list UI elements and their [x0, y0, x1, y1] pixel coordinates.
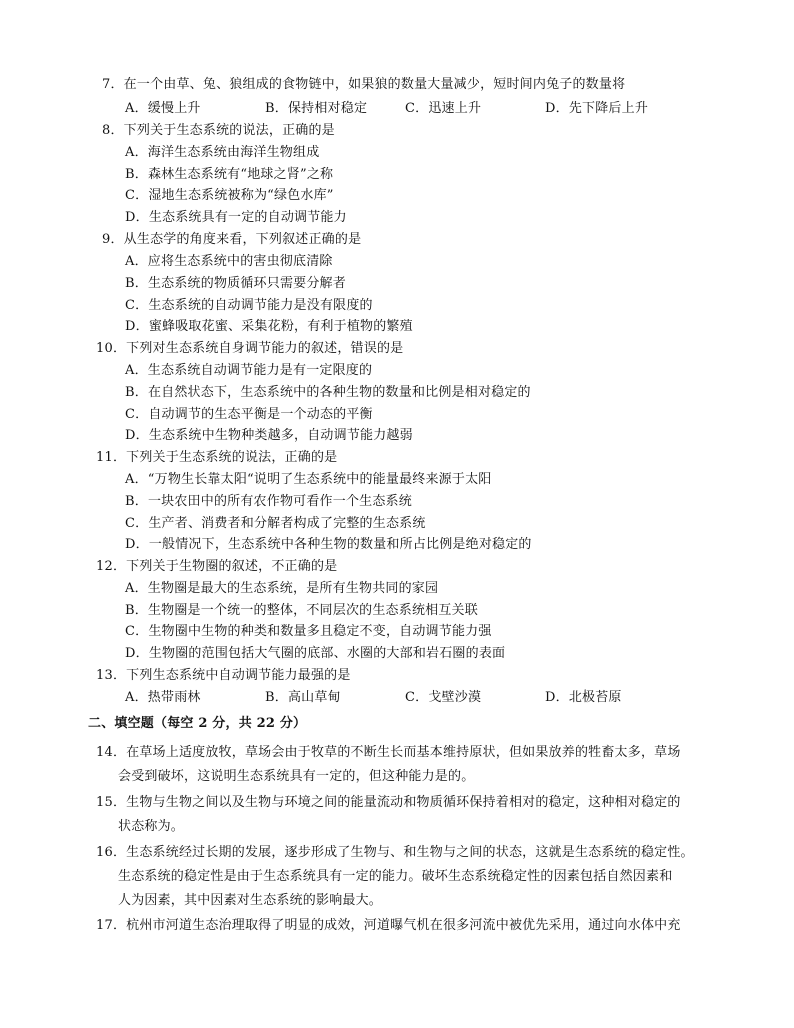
section-title: 二、填空题（每空 2 分，共 22 分）: [88, 716, 307, 731]
option-c: C．自动调节的生态平衡是一个动态的平衡: [125, 407, 373, 422]
option-a: A．应将生态系统中的害虫彻底清除: [125, 254, 333, 269]
option-b: B．在自然状态下，生态系统中的各种生物的数量和比例是相对稳定的: [125, 385, 531, 400]
option-a: A．缓慢上升: [125, 101, 201, 116]
option-b: B．生物圈是一个统一的整体，不同层次的生态系统相互关联: [125, 603, 478, 618]
question-16-line-2: 生态系统的稳定性是由于生态系统具有一定的能力。破坏生态系统稳定性的因素包括自然因素和: [118, 869, 673, 884]
question-15-line-1: 15．生物与生物之间以及生物与环境之间的能量流动和物质循环保持着相对的稳定，这种相对稳定的: [96, 795, 681, 810]
question-9-stem: 9．从生态学的角度来看，下列叙述正确的是: [102, 232, 362, 247]
option-d: D．蜜蜂吸取花蜜、采集花粉，有利于植物的繁殖: [125, 319, 413, 334]
question-16-line-3: 人为因素，其中因素对生态系统的影响最大。: [118, 893, 383, 908]
option-d: D．生物圈的范围包括大气圈的底部、水圈的大部和岩石圈的表面: [125, 646, 506, 661]
question-14-line-1: 14．在草场上适度放牧，草场会由于牧草的不断生长而基本维持原状，但如果放养的牲畜太多，草场: [96, 745, 681, 760]
option-c: C．生产者、消费者和分解者构成了完整的生态系统: [125, 516, 426, 531]
question-14-line-2: 会受到破坏，这说明生态系统具有一定的，但这种能力是的。: [118, 769, 475, 784]
option-c: C．生态系统的自动调节能力是没有限度的: [125, 298, 373, 313]
option-d: D．生态系统具有一定的自动调节能力: [125, 210, 347, 225]
option-a: A．生物圈是最大的生态系统，是所有生物共同的家园: [125, 581, 439, 596]
question-12-stem: 12．下列关于生物圈的叙述，不正确的是: [96, 559, 338, 574]
option-d: D．生态系统中生物种类越多，自动调节能力越弱: [125, 428, 413, 443]
option-a: A．海洋生态系统由海洋生物组成: [125, 145, 320, 160]
question-7-stem: 7．在一个由草、兔、狼组成的食物链中，如果狼的数量大量减少，短时间内兔子的数量将: [102, 77, 626, 92]
option-d: D．先下降后上升: [545, 101, 649, 116]
option-a: A．生态系统自动调节能力是有一定限度的: [125, 363, 373, 378]
question-8-stem: 8．下列关于生态系统的说法，正确的是: [102, 123, 335, 138]
option-a: A．“万物生长靠太阳“说明了生态系统中的能量最终来源于太阳: [125, 472, 492, 487]
option-d: D．一般情况下，生态系统中各种生物的数量和所占比例是绝对稳定的: [125, 537, 532, 552]
option-c: C．湿地生态系统被称为“绿色水库”: [125, 188, 334, 203]
option-b: B．生态系统的物质循环只需要分解者: [125, 276, 346, 291]
option-c: C．戈壁沙漠: [405, 690, 482, 705]
option-c: C．迅速上升: [405, 101, 482, 116]
option-b: B．保持相对稳定: [265, 101, 368, 116]
question-10-stem: 10．下列对生态系统自身调节能力的叙述，错误的是: [96, 341, 404, 356]
option-b: B．高山草甸: [265, 690, 341, 705]
question-13-stem: 13．下列生态系统中自动调节能力最强的是: [96, 668, 351, 683]
option-c: C．生物圈中生物的种类和数量多且稳定不变，自动调节能力强: [125, 624, 492, 639]
question-15-line-2: 状态称为。: [118, 819, 185, 834]
question-17-line-1: 17．杭州市河道生态治理取得了明显的成效，河道曝气机在很多河流中被优先采用，通过向水体中充: [96, 918, 681, 933]
option-a: A．热带雨林: [125, 690, 201, 705]
option-b: B．森林生态系统有“地球之肾”之称: [125, 167, 334, 182]
question-11-stem: 11．下列关于生态系统的说法，正确的是: [96, 450, 338, 465]
option-d: D．北极苔原: [545, 690, 622, 705]
option-b: B．一块农田中的所有农作物可看作一个生态系统: [125, 494, 412, 509]
question-16-line-1: 16．生态系统经过长期的发展，逐步形成了生物与、和生物与之间的状态，这就是生态系统的稳定性。: [96, 845, 694, 860]
